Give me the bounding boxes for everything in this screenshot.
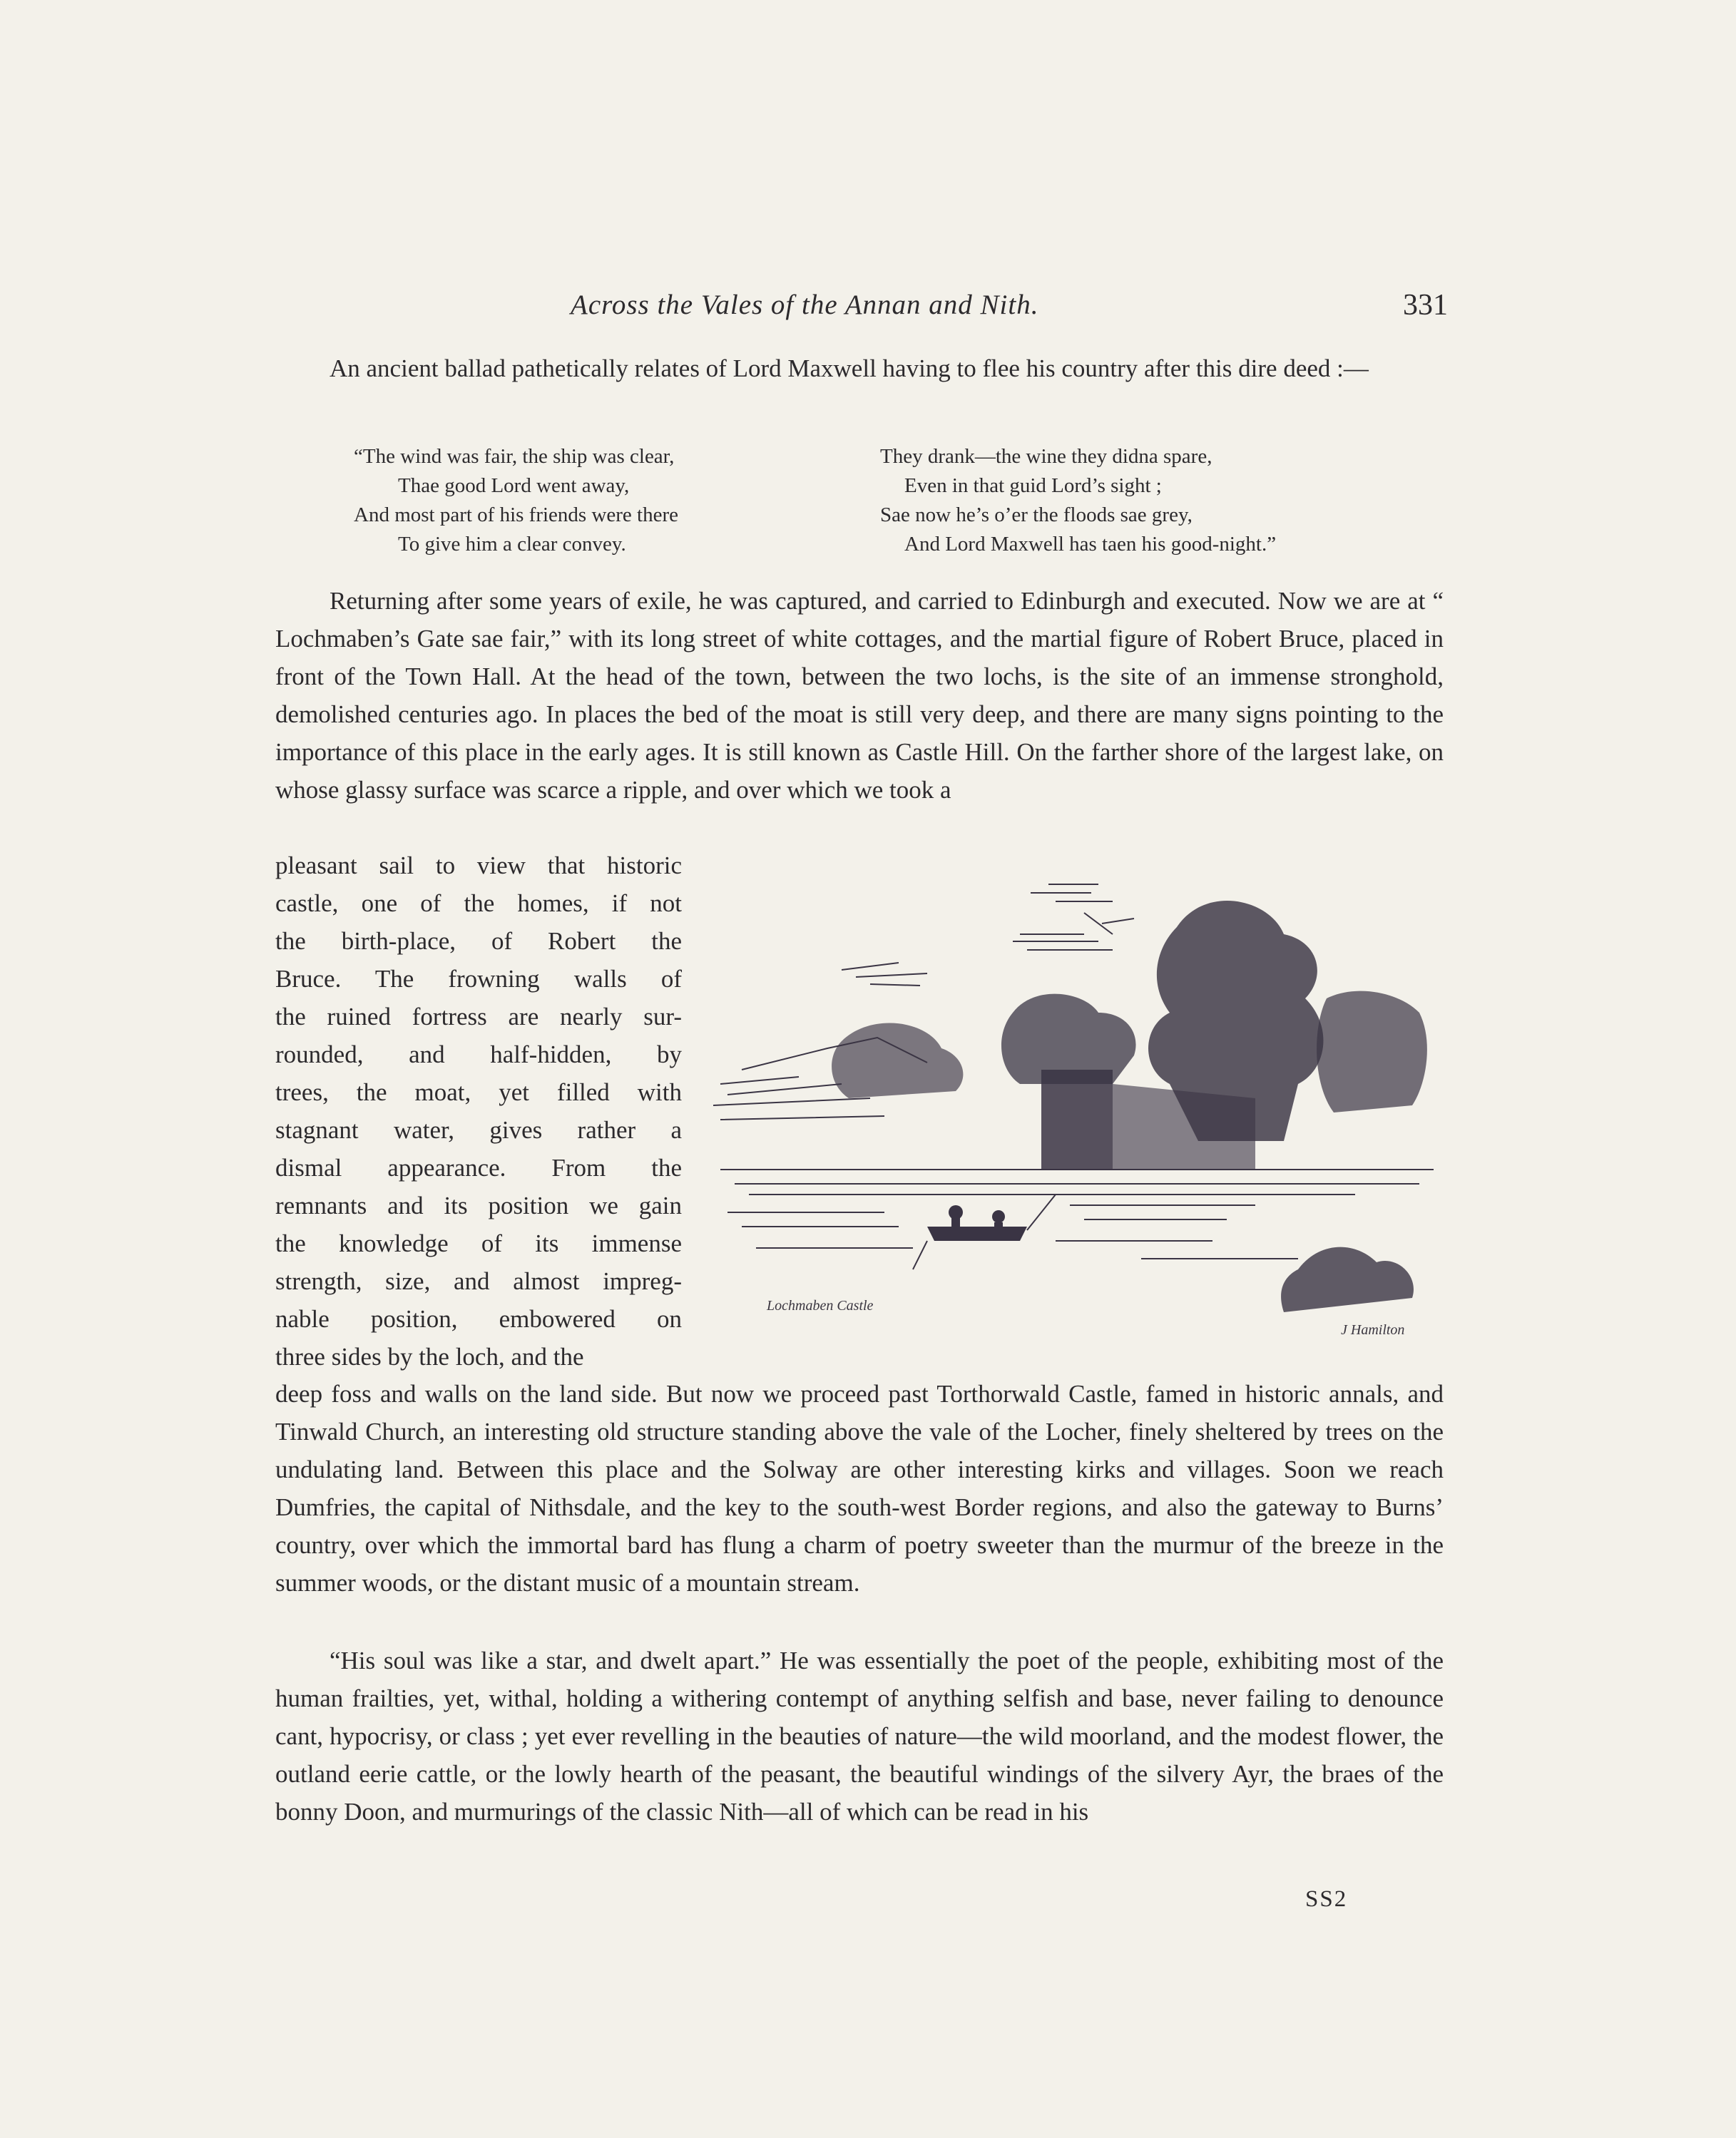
wrapped-line: dismal appearance. From the [275, 1154, 682, 1182]
paragraph-intro: An ancient ballad pathetically relates of Lord Maxwell having to flee his country after this dire deed :— [330, 354, 1369, 382]
paragraph-soul: “His soul was like a star, and dwelt apart.” He was essentially the poet of the people, exhibiting most of the human frailties, yet, withal, holding a withering contempt of anything selfish and base, never failing to denounce cant, hypocrisy, or class ; yet ever revelling in the beauties of nature—the wild moorland, and the modest flower, the outland eerie cattle, or the lowly hearth of the peasant, the beautiful windings of the silvery Ayr, the braes of the bonny Doon, and murmurings of the classic Nith—all of which can be read in his [275, 1647, 1444, 1826]
wrapped-line: castle, one of the homes, if not [275, 889, 682, 917]
verse-column-left [354, 442, 678, 559]
wrapped-line: rounded, and half-hidden, by [275, 1040, 682, 1068]
verse-line: “The wind was fair, the ship was clear, [354, 445, 675, 468]
paragraph-continue: deep foss and walls on the land side. But now we proceed past Torthorwald Castle, famed in historic annals, and Tinwald Church, an interesting old structure standing above the vale of the Locher, finely sheltered by trees on the undulating land. Between this place and the Solway are other interesting kirks and villages. Soon we reach Dumfries, the capital of Nithsdale, and the key to the south-west Border regions, and also the gateway to Burns’ country, over which the immortal bard has flung a charm of poetry sweeter than the murmur of the breeze in the summer woods, or the distant music of a mountain stream. [275, 1380, 1444, 1597]
wrapped-line: the knowledge of its immense [275, 1229, 682, 1257]
wrapped-line: nable position, embowered on [275, 1305, 682, 1333]
running-title: Across the Vales of the Annan and Nith. [571, 290, 1039, 320]
verse-line: They drank—the wine they didna spare, [880, 445, 1212, 468]
verse-line: Sae now he’s o’er the floods sae grey, [880, 503, 1193, 526]
wrapped-line: the birth-place, of Robert the [275, 927, 682, 955]
ballad-verse [275, 442, 1444, 563]
page-number: 331 [1403, 289, 1448, 322]
wrapped-line: pleasant sail to view that historic [275, 851, 682, 879]
wrapped-line: the ruined fortress are nearly sur- [275, 1003, 682, 1030]
artist-signature: J Hamilton [1341, 1322, 1405, 1338]
verse-line: To give him a clear convey. [398, 533, 626, 556]
wrapped-line: trees, the moat, yet filled with [275, 1078, 682, 1106]
verse-line: Thae good Lord went away, [398, 474, 630, 497]
verse-line: And most part of his friends were there [354, 503, 679, 526]
wrapped-line: remnants and its position we gain [275, 1192, 682, 1219]
verse-line: Even in that guid Lord’s sight ; [904, 474, 1162, 497]
verse-line: And Lord Maxwell has taen his good-night.” [904, 533, 1277, 556]
wrapped-text-column [275, 846, 682, 1376]
wrapped-line: Bruce. The frowning walls of [275, 965, 682, 993]
wrapped-line: three sides by the loch, and the [275, 1343, 584, 1371]
signature-mark: SS2 [1305, 1886, 1348, 1912]
lochmaben-castle-illustration [713, 870, 1444, 1369]
wrapped-line: stagnant water, gives rather a [275, 1116, 682, 1144]
wrapped-line: strength, size, and almost impreg- [275, 1267, 682, 1295]
illustration-caption: Lochmaben Castle [767, 1298, 874, 1314]
paragraph-returning: Returning after some years of exile, he was captured, and carried to Edinburgh and executed. Now we are at “ Lochmaben’s Gate sae fair,” with its long street of white cottages, and the martial figure of Robert Bruce, placed in front of the Town Hall. At the head of the town, between the two lochs, is the site of an immense stronghold, demolished centuries ago. In places the bed of the moat is still very deep, and there are many signs pointing to the importance of this place in the early ages. It is still known as Castle Hill. On the farther shore of the largest lake, on whose glassy surface was scarce a ripple, and over which we took a [275, 587, 1444, 804]
verse-column-right [880, 442, 1276, 559]
